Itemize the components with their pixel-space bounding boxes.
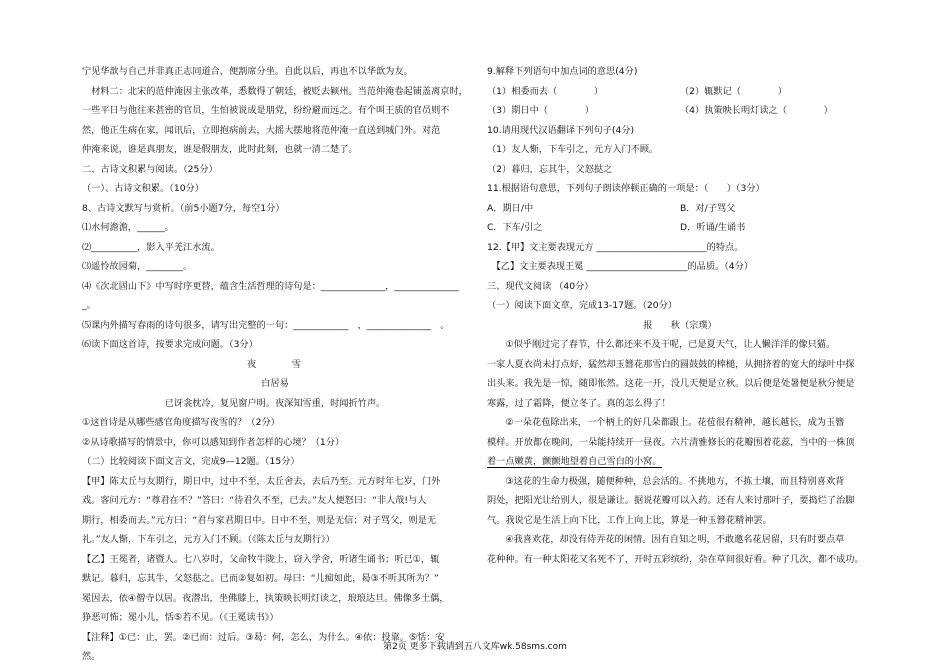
option-item: B．对/子骂父	[680, 202, 736, 214]
article-line: 花种种。有一种太阳花又名死不了，开时五彩缤纷，杂在草间很好看。种了几次，都不成功。	[487, 553, 864, 565]
article-line: ②一朵花苞除出来，一个柄上的好几朵都跟上。花苞很有精神，越长越长，成为玉簪	[487, 417, 845, 428]
question-item: （3）期日中（ ）	[487, 105, 594, 116]
subsection-heading: （一）、古诗文积累。（10分）	[82, 183, 204, 194]
article-line: ③这花的生命力极强，随便种种，总会活的。不挑地方，不拣土壤，而且特别喜欢背	[487, 475, 845, 487]
text-line: 期行，相委而去。”元方曰：“君与家君期日中。日中不至，则是无信；对子骂父，则是无	[82, 514, 437, 526]
question-item: ⑸课内外描写春雨的诗句很多，请写出完整的一句：____________ ，______________ 。	[82, 319, 450, 331]
text-line: 一些平日与他往来甚密的官员，生怕被说成是朋党，纷纷避而远之。有个叫王质的官员则不	[82, 105, 450, 116]
question-item: ⑴水何澹澹，______。	[82, 222, 174, 233]
text-line: 礼。”友人惭，下车引之，元方入门不顾。（《陈太丘与友期行》）	[82, 534, 335, 545]
poem-text: 已讶衾枕冷，复见窗户明。夜深知雪重，时闻折竹声。	[164, 397, 386, 409]
subsection-heading: （二）比较阅读下面文言文，完成9—12题。（15分）	[82, 456, 300, 467]
question-item: 【乙】文主要表现王冕 ______________________的品质。（4分）	[487, 261, 754, 272]
underlined-text: 着一点嫩黄，颤颤地望着自己雪白的小窝。	[487, 456, 662, 467]
article-line: 寒露，过了霜降，便立冬了。真的怎么得了！	[487, 397, 671, 409]
article-line: 阴处，把阳光让给别人，很是谦让。据说花瓣可以入药。还有人来讨那叶子，要捣烂了治脚	[487, 495, 855, 506]
option-row	[487, 218, 873, 238]
text-line: 【甲】陈太丘与友期行，期日中，过中不至，太丘舍去，去后乃至。元方时年七岁，门外	[82, 475, 441, 487]
question-item: _。	[82, 300, 96, 311]
option-item: D．听诵/生诵书	[680, 222, 746, 233]
question-item: ⑵__________，影入平羌江水流。	[82, 241, 220, 253]
question-item: （2）暮归，忘其牛，父怒挞之	[487, 163, 613, 175]
poem-title: 夜 雪	[247, 358, 303, 370]
question-item: 12.【甲】文主要表现元方 ________________________的特点。	[487, 241, 744, 253]
text-line: 然，他正生病在家，闻讯后，立即抱病前去，大摇大摆地将范仲淹一直送到城门外。对范	[82, 124, 441, 136]
text-line: 默记。暮归，忘其牛，父怒挞之。已而②复如初。母曰：“儿痴如此，曷③不听其所为？”	[82, 573, 439, 584]
article-line: 一家人夏衣尚未打点好，猛然却玉簪花那雪白的圆鼓鼓的棒槌，从拥挤着的宽大的绿叶中探	[487, 358, 855, 370]
right-column	[487, 62, 873, 569]
question-item: （1）相委而去（ ）	[487, 85, 604, 97]
footnote-line: 然。	[82, 651, 101, 662]
question-item: ①这首诗是从哪些感官角度描写夜雪的？（2分）	[82, 417, 280, 428]
question-item: ⑶遥怜故园菊，________。	[82, 261, 193, 272]
question-row	[487, 101, 873, 121]
article-line: ④我喜欢花，却没有侍弄花的闲情。因有自知之明，不敢邀名花居留，只有时要点草	[487, 534, 845, 545]
text-line: 戏。客问元方：“尊君在不？”答曰：“待君久不至，已去。”友人便怒曰：“非人哉!与人	[82, 495, 427, 506]
article-title: 报 秋（宗璞）	[643, 319, 717, 331]
left-column	[82, 62, 468, 667]
article-line: 模样。开放都在晚间，一朵能持续开一昼夜。六片清雅修长的花瓣围着花蕊，当中的一株顶	[487, 436, 855, 448]
text-line: 狰恶可怖；冕小儿，恬⑤若不见。（《王冕读书》）	[82, 612, 279, 623]
text-line: 冕因去，依④僧寺以居。夜潜出，坐佛膝上，执策映长明灯读之，琅琅达旦。佛像多土偶，	[82, 592, 449, 604]
section-heading: 二、古诗文积累与阅读。（25分）	[82, 163, 218, 175]
question-item: ②从诗歌描写的情景中，你可以感知到作者怎样的心境？（1分）	[82, 436, 345, 448]
article-line: ①似乎刚过完了春节，什么都还来不及干呢，已是夏天气，让人懒洋洋的像只猫。	[487, 339, 836, 350]
page-footer: 第2页 更多下载请到五八文库wk.58sms.com	[383, 642, 567, 652]
question-heading: 11.根据语句意思，下列句子朗读停顿正确的一项是：（ ）（3分）	[487, 183, 765, 194]
question-item: ⑹读下面这首诗，按要求完成问题。（3分）	[82, 339, 258, 350]
text-line: 仲淹来说，谁是真朋友，谁是假朋友，此时此刻，也就一清二楚了。	[82, 144, 358, 155]
text-line: 宁见华歆与自己并非真正志同道合，便割席分坐。自此以后，再也不以华歆为友。	[82, 66, 413, 77]
question-heading: 9.解释下列语句中加点词的意思(4分)	[487, 66, 638, 77]
subsection-heading: （一）阅读下面文章，完成13-17题。（20分）	[487, 300, 677, 311]
text-line: 【乙】王冕者，诸暨人。七八岁时，父命牧牛陇上，窃入学舍，听诸生诵书；听已①，辄	[82, 553, 440, 565]
option-row	[487, 199, 873, 219]
question-row	[487, 82, 873, 102]
question-item: （4）执策映长明灯读之（ ）	[680, 105, 833, 116]
question-heading: 10.请用现代汉语翻译下列句子(4分)	[487, 124, 635, 136]
text-line: 材料二：北宋的范仲淹因主张改革，悉数得了朝廷，被贬去颍州。当范仲淹卷起铺盖离京时，	[82, 85, 468, 97]
article-line-underlined	[487, 452, 873, 472]
footnote-line: 【注释】①已：止，罢。②已而：过后。③曷：何，怎么，为什么。④依：投靠。⑤恬：安	[82, 631, 445, 643]
question-item: ⑷《次北固山下》中写时序更替，蕴含生活哲理的诗句是：______________，______________	[82, 280, 459, 292]
section-heading: 三、现代文阅读 （40分）	[487, 280, 594, 292]
option-item: C．下车/引之	[487, 222, 543, 233]
poem-author: 白居易	[261, 378, 289, 389]
question-item: （2）辄默记（ ）	[680, 85, 787, 97]
option-item: A．期日/中	[487, 202, 534, 214]
article-line: 气。我说它是生活上向下比，工作上向上比，算是一种玉簪花精神罢。	[487, 514, 772, 526]
article-line: 出头来。我先是一惊，随即怅然。这花一开，没几天便是立秋。以后便是处暑便是秋分便是	[487, 378, 855, 389]
question-heading: 8、古诗文默写与赏析。（前5小题7分，每空1分）	[82, 202, 285, 214]
question-item: （1）友人惭，下车引之，元方入门不顾。	[487, 144, 659, 155]
